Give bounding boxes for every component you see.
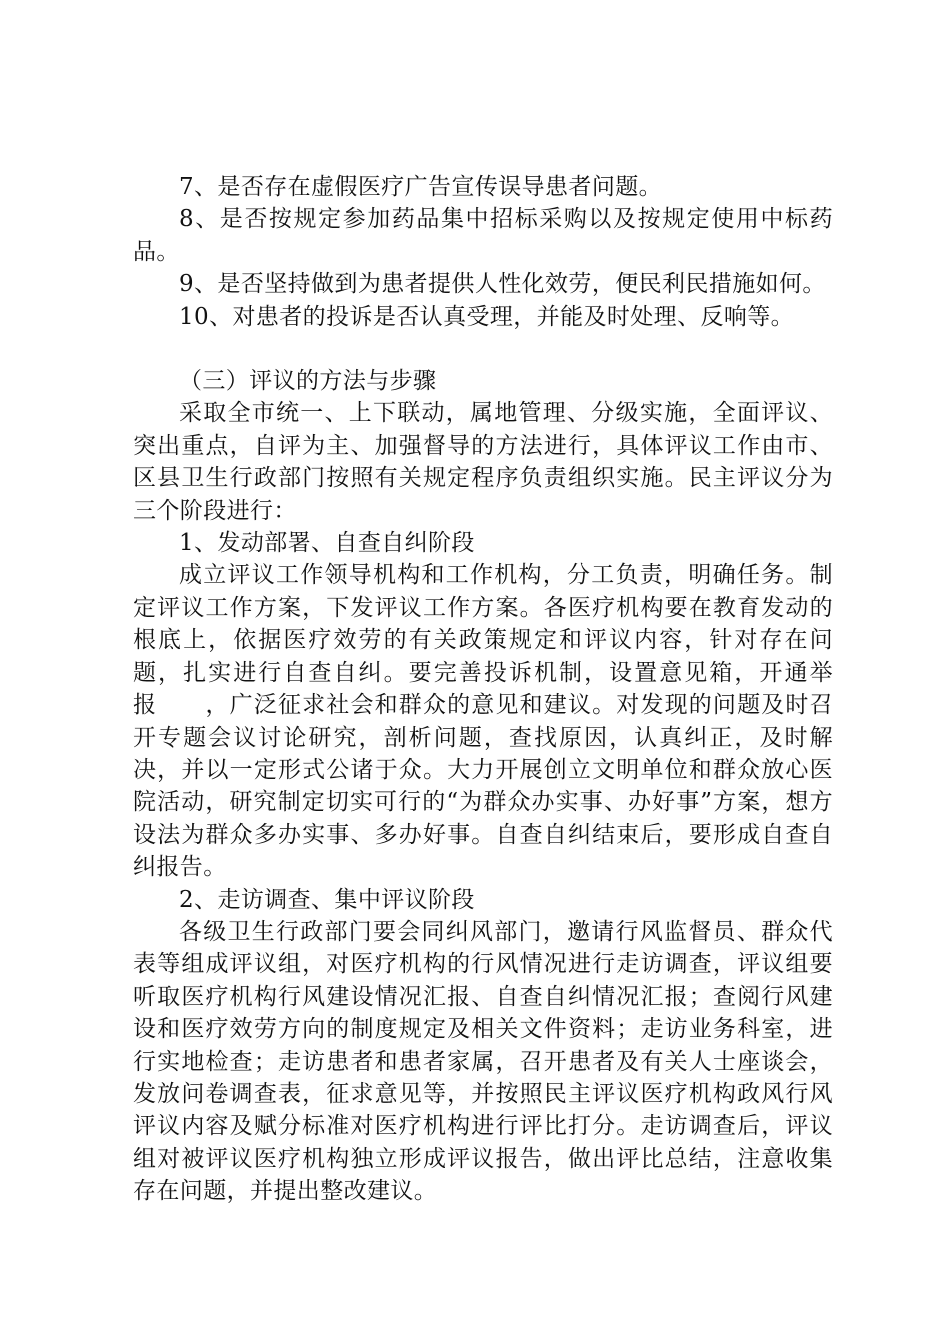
item-9: 9、是否坚持做到为患者提供人性化效劳，便民利民措施如何。 [179,271,826,298]
stage-2-heading: 2、走访调查、集中评议阶段 [179,886,475,913]
methods-intro-paragraph: 采取全市统一、上下联动，属地管理、分级实施，全面评议、突出重点，自评为主、加强督导的方法进行，具体评议工作由市、区县卫生行政部门按照有关规定程序负责组织实施。民主评议分为三个阶段进行： [133,400,833,524]
item-7: 7、是否存在虚假医疗广告宣传误导患者问题。 [179,174,663,200]
stage-2-paragraph: 各级卫生行政部门要会同纠风部门，邀请行风监督员、群众代表等组成评议组，对医疗机构的行风情况进行走访调查，评议组要听取医疗机构行风建设情况汇报、自查自纠情况汇报；查阅行风建设和医疗效劳方向的制度规定及相关文件资料；走访业务科室，进行实地检查；走访患者和患者家属，召开患者及有关人士座谈会，发放问卷调查表，征求意见等，并按照民主评议医疗机构政风行风评议内容及赋分标准对医疗机构进行评比打分。走访调查后，评议组对被评议医疗机构独立形成评议报告，做出评比总结，注意收集存在问题，并提出整改建议。 [133,918,833,1205]
section-heading-methods: （三）评议的方法与步骤 [179,368,437,395]
stage-1-paragraph: 成立评议工作领导机构和工作机构，分工负责，明确任务。制定评议工作方案，下发评议工作方案。各医疗机构要在教育发动的根底上，依据医疗效劳的有关政策规定和评议内容，针对存在问题，扎实进行自查自纠。要完善投诉机制，设置意见箱，开通举报 ，广泛征求社会和群众的意见和建议。对发现的问题及时召开专题会议讨论研究，剖析问题，查找原因，认真纠正，及时解决，并以一定形式公诸于众。大力开展创立文明单位和群众放心医院活动，研究制定切实可行的“为群众办实事、办好事”方案，想方设法为群众多办实事、多办好事。自查自纠结束后，要形成自查自纠报告。 [133,562,833,881]
stage-1-heading: 1、发动部署、自查自纠阶段 [179,530,475,557]
item-8: 8、是否按规定参加药品集中招标采购以及按规定使用中标药品。 [133,206,833,265]
document-body [133,171,833,1208]
paragraph-spacer [133,333,833,365]
item-10: 10、对患者的投诉是否认真受理，并能及时处理、反响等。 [179,303,795,330]
